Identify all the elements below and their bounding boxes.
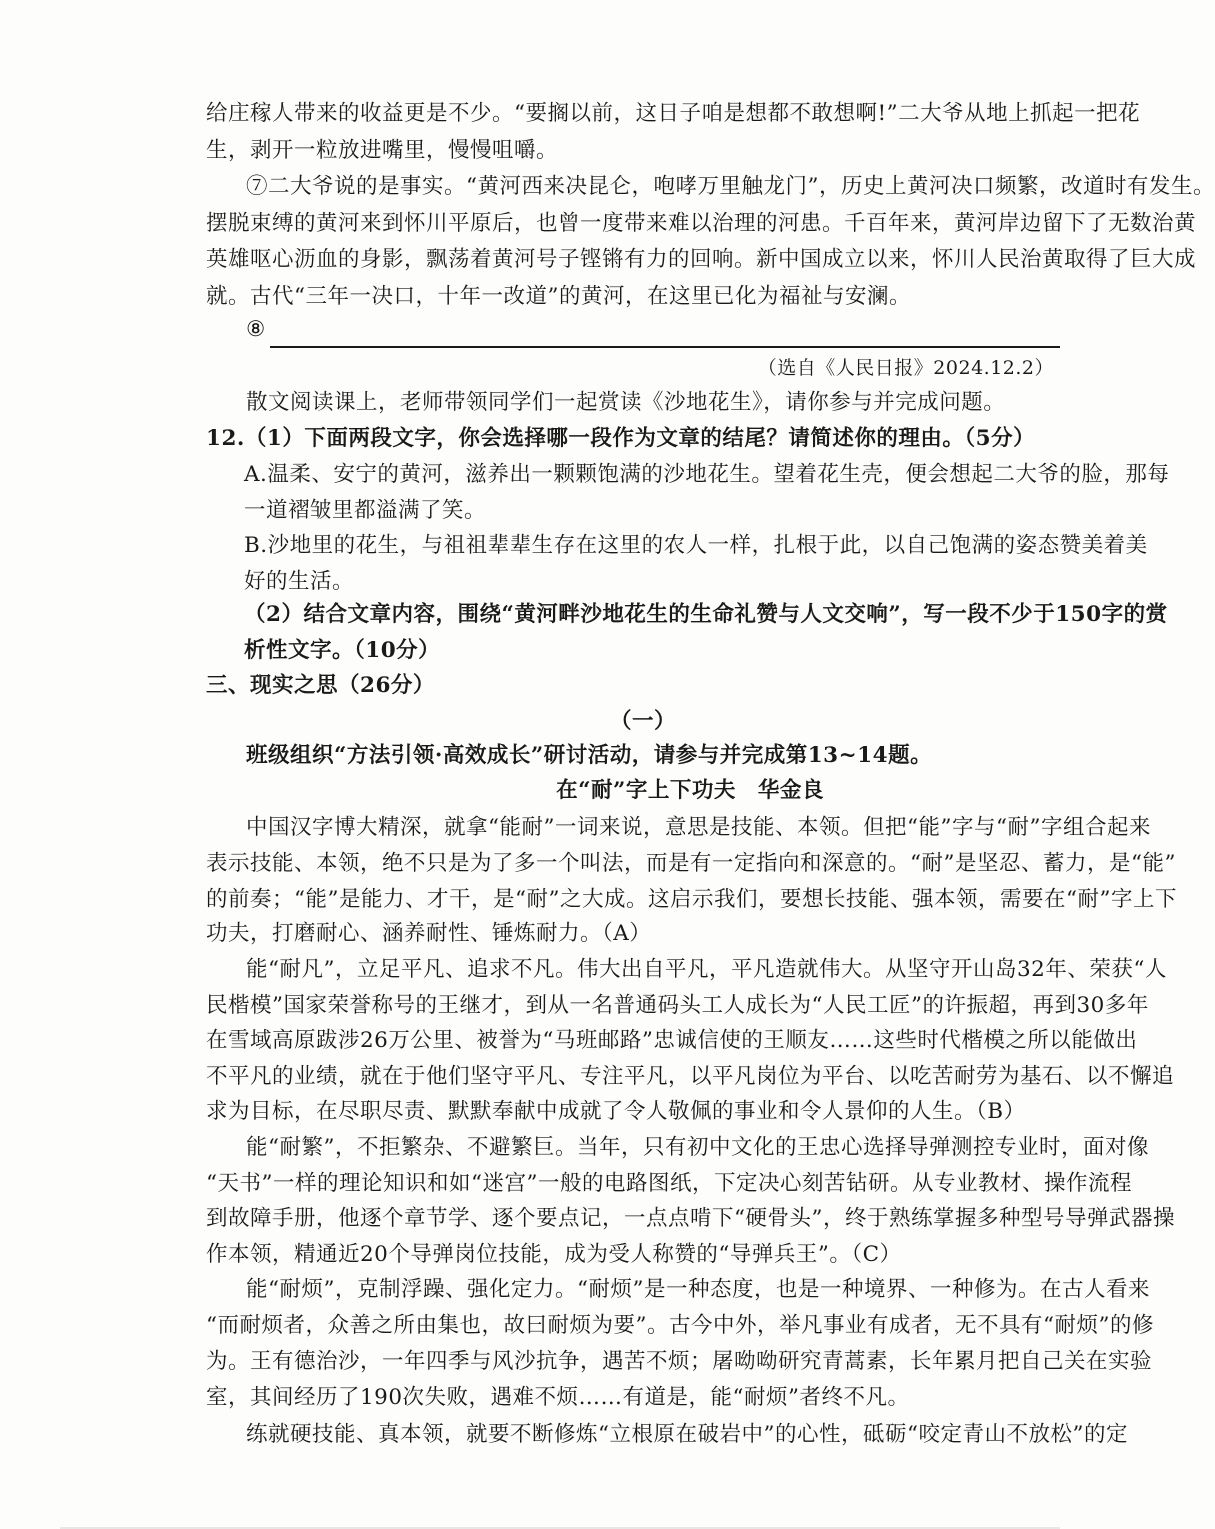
text-line: 摆脱束缚的黄河来到怀川平原后，也曾一度带来难以治理的河患。千百年来，黄河岸边留下了无数治黄 xyxy=(206,211,1197,236)
text-line: 中国汉字博大精深，就拿“能耐”一词来说，意思是技能、本领。但把“能”字与“耐”字组合起来 xyxy=(246,815,1151,840)
answer-blank-line[interactable] xyxy=(270,324,1060,348)
question-12-part-2: （2）结合文章内容，围绕“黄河畔沙地花生的生命礼赞与人文交响”，写一段不少于150字的赏 xyxy=(244,602,1168,627)
subsection-one-heading: （一） xyxy=(609,709,676,734)
option-b-line-2: 好的生活。 xyxy=(244,569,355,594)
text-line: 的前奏；“能”是能力、才干，是“耐”之大成。这启示我们，要想长技能、强本领，需要在“耐”字上下 xyxy=(206,887,1177,912)
option-a-line-1: A.温柔、安宁的黄河，滋养出一颗颗饱满的沙地花生。望着花生壳，便会想起二大爷的脸，那每 xyxy=(244,462,1170,487)
paragraph-7-start: ⑦二大爷说的是事实。“黄河西来决昆仑，咆哮万里触龙门”，历史上黄河决口频繁，改道时有发生。 xyxy=(246,174,1215,199)
text-line: 给庄稼人带来的收益更是不少。“要搁以前，这日子咱是想都不敢想啊!”二大爷从地上抓起一把花 xyxy=(206,101,1141,126)
option-a-line-2: 一道褶皱里都溢满了笑。 xyxy=(244,498,487,523)
reading-prompt: 散文阅读课上，老师带领同学们一起赏读《沙地花生》，请你参与并完成问题。 xyxy=(246,390,1006,415)
section-three-heading: 三、现实之思（26分） xyxy=(206,673,435,698)
text-line: 不平凡的业绩，就在于他们坚守平凡、专注平凡，以平凡岗位为平台、以吃苦耐劳为基石、以不懈追 xyxy=(206,1064,1175,1089)
paragraph-8-number: ⑧ xyxy=(246,317,266,342)
text-line: 为。王有德治沙，一年四季与风沙抗争，遇苦不烦；屠呦呦研究青蒿素，长年累月把自己关在实验 xyxy=(206,1349,1153,1374)
source-citation: （选自《人民日报》2024.12.2） xyxy=(757,357,1054,379)
text-line: 生，剥开一粒放进嘴里，慢慢咀嚼。 xyxy=(206,138,559,163)
text-line: “而耐烦者，众善之所由集也，故曰耐烦为要”。古今中外，举凡事业有成者，无不具有“耐烦”的修 xyxy=(206,1313,1154,1338)
text-line: 求为目标，在尽职尽责、默默奉献中成就了令人敬佩的事业和令人景仰的人生。（B） xyxy=(206,1099,1026,1124)
text-line: 能“耐凡”，立足平凡、追求不凡。伟大出自平凡，平凡造就伟大。从坚守开山岛32年、荣获“人 xyxy=(246,957,1167,982)
text-line: 室，其间经历了190次失败，遇难不烦……有道是，能“耐烦”者终不凡。 xyxy=(206,1385,910,1410)
text-line: 就。古代“三年一决口，十年一改道”的黄河，在这里已化为福祉与安澜。 xyxy=(206,284,911,309)
text-line: 英雄呕心沥血的身影，飘荡着黄河号子铿锵有力的回响。新中国成立以来，怀川人民治黄取得了巨大成 xyxy=(206,247,1197,272)
activity-prompt: 班级组织“方法引领·高效成长”研讨活动，请参与并完成第13~14题。 xyxy=(246,743,933,768)
text-line: 功夫，打磨耐心、涵养耐性、锤炼耐力。（A） xyxy=(206,921,652,946)
text-line: 能“耐繁”，不拒繁杂、不避繁巨。当年，只有初中文化的王忠心选择导弹测控专业时，面对像 xyxy=(246,1135,1149,1160)
article-title: 在“耐”字上下功夫 华金良 xyxy=(556,778,824,803)
text-line: 作本领，精通近20个导弹岗位技能，成为受人称赞的“导弹兵王”。（C） xyxy=(206,1242,902,1267)
paragraph-8-blank xyxy=(0,312,1080,348)
question-12-part-2-cont: 析性文字。（10分） xyxy=(244,638,441,663)
text-line: 能“耐烦”，克制浮躁、强化定力。“耐烦”是一种态度，也是一种境界、一种修为。在古人看来 xyxy=(246,1277,1150,1302)
text-line: 到故障手册，他逐个章节学、逐个要点记，一点点啃下“硬骨头”，终于熟练掌握多种型号导弹武器操 xyxy=(206,1206,1175,1231)
text-line: 表示技能、本领，绝不只是为了多一个叫法，而是有一定指向和深意的。“耐”是坚忍、蓄力，是“能” xyxy=(206,851,1176,876)
text-line: 民楷模”国家荣誉称号的王继才，到从一名普通码头工人成长为“人民工匠”的许振超，再到30多年 xyxy=(206,993,1149,1018)
text-line: 在雪域高原跋涉26万公里、被誉为“马班邮路”忠诚信使的王顺友……这些时代楷模之所以能做出 xyxy=(206,1028,1138,1053)
question-12-part-1: 12.（1）下面两段文字，你会选择哪一段作为文章的结尾？请简述你的理由。（5分） xyxy=(206,426,1036,451)
text-line: “天书”一样的理论知识和如“迷宫”一般的电路图纸，下定决心刻苦钻研。从专业教材、操作流程 xyxy=(206,1171,1132,1196)
option-b-line-1: B.沙地里的花生，与祖祖辈辈生存在这里的农人一样，扎根于此，以自己饱满的姿态赞美着美 xyxy=(244,533,1148,558)
text-line: 练就硬技能、真本领，就要不断修炼“立根原在破岩中”的心性，砥砺“咬定青山不放松”的定 xyxy=(246,1422,1128,1447)
